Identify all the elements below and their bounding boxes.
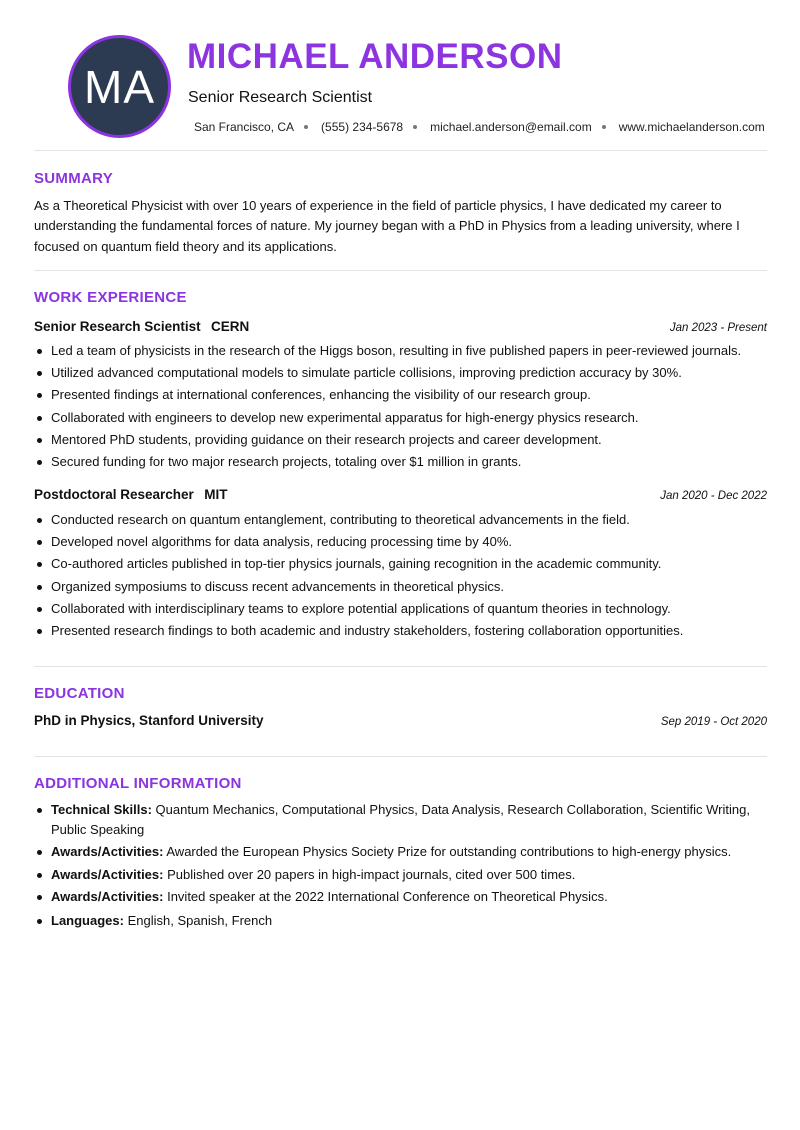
contact-location: San Francisco, CA: [194, 120, 295, 134]
separator-dot: [304, 125, 308, 129]
list-item: [34, 842, 774, 862]
divider: [34, 756, 767, 757]
separator-dot: [413, 125, 417, 129]
job-header: [34, 318, 767, 336]
job-bullets: [34, 340, 774, 473]
separator-dot: [602, 125, 606, 129]
section-title-education: EDUCATION: [34, 685, 125, 702]
section-title-additional: ADDITIONAL INFORMATION: [34, 775, 242, 792]
list-item: [34, 887, 774, 907]
list-item: Co-authored articles published in top-tier physics journals, gaining recognition in the academic community.: [34, 553, 774, 575]
info-text: Published over 20 papers in high-impact journals, cited over 500 times.: [167, 866, 576, 882]
list-item: Collaborated with interdisciplinary teams to explore potential applications of quantum theories in technology.: [34, 598, 774, 620]
candidate-role: Senior Research Scientist: [188, 89, 373, 106]
divider: [34, 150, 767, 151]
info-label: Awards/Activities:: [51, 844, 164, 859]
section-title-experience: WORK EXPERIENCE: [34, 289, 187, 306]
avatar: [68, 35, 171, 138]
list-item: Secured funding for two major research projects, totaling over $1 million in grants.: [34, 451, 774, 473]
list-item: Mentored PhD students, providing guidance on their research projects and career development.: [34, 429, 774, 451]
contact-email[interactable]: michael.anderson@email.com: [430, 120, 592, 134]
candidate-name: MICHAEL ANDERSON: [187, 37, 563, 76]
divider: [34, 270, 767, 271]
contact-line: [194, 120, 765, 134]
info-label: Awards/Activities:: [51, 889, 164, 904]
list-item: Utilized advanced computational models to simulate particle collisions, improving prediction accuracy by 30%.: [34, 362, 774, 384]
contact-website[interactable]: www.michaelanderson.com: [618, 120, 765, 134]
info-label: Awards/Activities:: [51, 866, 164, 882]
education-degree: PhD in Physics, Stanford University: [34, 713, 264, 728]
list-item: Presented research findings to both academic and industry stakeholders, fostering collaboration opportunities.: [34, 620, 774, 642]
list-item: Collaborated with engineers to develop new experimental apparatus for high-energy physics research.: [34, 407, 774, 429]
resume-header: [34, 0, 767, 150]
job-title: Postdoctoral Researcher: [34, 487, 194, 502]
education-entry: [34, 713, 767, 728]
job-title: Senior Research Scientist: [34, 319, 201, 334]
list-item: Led a team of physicists in the research of the Higgs boson, resulting in five published papers in peer-reviewed journals.: [34, 340, 774, 362]
contact-phone: (555) 234-5678: [321, 120, 404, 134]
job-date: Jan 2023 - Present: [669, 322, 767, 334]
section-title-summary: SUMMARY: [34, 170, 114, 187]
divider: [34, 666, 767, 667]
list-item: Organized symposiums to discuss recent advancements in theoretical physics.: [34, 576, 774, 598]
job-organization: CERN: [211, 319, 250, 334]
list-item: [34, 800, 774, 839]
list-item: Presented findings at international conferences, enhancing the visibility of our research group.: [34, 384, 774, 406]
job-organization: MIT: [204, 487, 228, 502]
job-bullets: [34, 509, 774, 642]
info-text: Quantum Mechanics, Computational Physics, Data Analysis, Research Collaboration, Scientific Writing, Public Speaking: [51, 802, 750, 837]
job-date: Jan 2020 - Dec 2022: [660, 490, 767, 502]
info-label: Languages:: [51, 912, 124, 928]
info-text: Awarded the European Physics Society Prize for outstanding contributions to high-energy physics.: [166, 844, 732, 859]
info-text: English, Spanish, French: [127, 912, 273, 928]
education-date: Sep 2019 - Oct 2020: [660, 716, 767, 728]
list-item: [34, 911, 774, 931]
additional-info-list: [34, 800, 774, 933]
list-item: Developed novel algorithms for data analysis, reducing processing time by 40%.: [34, 531, 774, 553]
avatar-initials: MA: [84, 60, 155, 113]
info-text: Invited speaker at the 2022 International Conference on Theoretical Physics.: [167, 889, 608, 904]
list-item: [34, 865, 774, 885]
info-label: Technical Skills:: [51, 802, 152, 817]
list-item: Conducted research on quantum entanglement, contributing to theoretical advancements in the field.: [34, 509, 774, 531]
job-header: [34, 486, 767, 504]
summary-text: As a Theoretical Physicist with over 10 years of experience in the field of particle physics, I have dedicated my career to understanding the fundamental forces of nature. My journey began with a PhD in Physics from a leading university, where I focused on quantum field theory and its applications.: [34, 198, 740, 254]
